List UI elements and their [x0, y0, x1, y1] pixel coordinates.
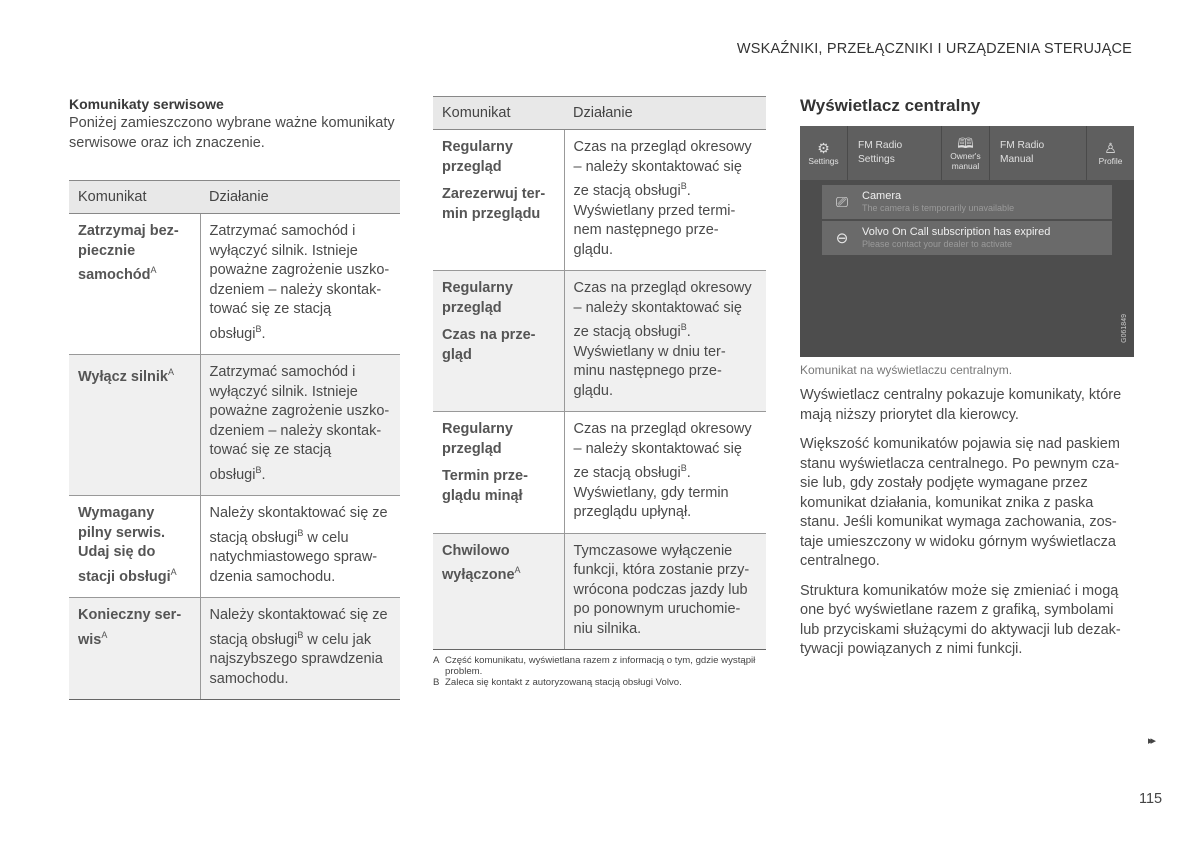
service-messages-table [69, 180, 400, 700]
action-cell: Zatrzymać samochód i wyłączyć silnik. Istnieje poważne zagrożenie uszko- dzeniem – należy skontak- tować się ze stacją obsługi$^B$. [200, 355, 400, 496]
paragraph: Większość komunikatów pojawia się nad paskiem stanu wyświetlacza centralnego. Po pewnym cza- sie lub, gdy zostały podjęte wymagane przez komunikat działania, komunikat znika z paska stanu. Jeśli komunikat wymaga zachowania, zos- taje umieszczony w widoku górnym wyświetlacza centralnego. [800, 436, 1120, 569]
message-cell: Regularny przegląd Czas na prze- gląd [433, 271, 564, 412]
gear-icon: ⚙ [817, 140, 830, 156]
column-service-messages [69, 96, 400, 700]
book-icon: 🕮 [957, 135, 974, 151]
table-row [433, 130, 766, 271]
table-row [69, 496, 400, 598]
action-cell: Należy skontaktować się ze stacją obsługi$^B$ w celu natychmiastowego spraw- dzenia samochodu. [200, 496, 400, 598]
table-row [69, 214, 400, 355]
footnote-b: B Zaleca się kontakt z autoryzowaną stacją obsługi Volvo. [433, 677, 682, 688]
header-message: Komunikat [69, 181, 200, 214]
image-caption: Komunikat na wyświetlaczu centralnym. [800, 363, 1013, 377]
section-title: Komunikaty serwisowe [69, 96, 224, 112]
message-cell: Wymagany pilny serwis. Udaj się do stacji obsługi$^A$ [69, 496, 200, 598]
camera-notification[interactable]: ⎚ Camera The camera is temporarily unavailable [822, 185, 1112, 219]
page-number: 115 [1139, 791, 1163, 807]
table-header-row [433, 97, 766, 130]
message-cell: Regularny przegląd Zarezerwuj ter- min przeglądu [433, 130, 564, 271]
table-row [433, 533, 766, 650]
fm-radio-manual-tab[interactable]: FM Radio Manual [1000, 140, 1045, 165]
table-row [433, 271, 766, 412]
continue-arrows-icon: ▸▸ [1148, 735, 1154, 747]
action-cell: Czas na przegląd okresowy – należy skontaktować się ze stacją obsługi$^B$. Wyświetlany przed termi- nem następnego prze- glądu. [564, 130, 766, 271]
center-display-image [800, 126, 1134, 357]
volvo-on-call-notification[interactable]: ⊖ Volvo On Call subscription has expired Please contact your dealer to activate [822, 221, 1112, 255]
column-periodic-service [433, 96, 766, 689]
intro-text: Poniżej zamieszczono wybrane ważne komunikaty serwisowe oraz ich znaczenie. [69, 115, 395, 151]
footnote-a: A Część komunikatu, wyświetlana razem z informacją o tym, gdzie wystąpił problem. [433, 655, 756, 677]
message-cell: Chwilowo wyłączone$^A$ [433, 533, 564, 650]
header-action: Działanie [564, 97, 766, 130]
message-cell: Wyłącz silnik$^A$ [69, 355, 200, 496]
action-cell: Należy skontaktować się ze stacją obsługi$^B$ w celu jak najszybszego sprawdzenia samochodu. [200, 598, 400, 700]
display-top-bar [800, 126, 1134, 180]
page-header: WSKAŹNIKI, PRZEŁĄCZNIKI I URZĄDZENIA STERUJĄCE [736, 41, 1132, 57]
section-title: Wyświetlacz centralny [800, 96, 981, 115]
camera-icon: ⎚ [835, 193, 848, 211]
message-cell: Regularny przegląd Termin prze- glądu minął [433, 412, 564, 534]
action-cell: Czas na przegląd okresowy – należy skontaktować się ze stacją obsługi$^B$. Wyświetlany w dniu ter- minu następnego prze- glądu. [564, 271, 766, 412]
table-row [69, 355, 400, 496]
table-header-row [69, 181, 400, 214]
fm-radio-settings-tab[interactable]: FM Radio Settings [848, 126, 942, 180]
message-cell: Konieczny ser- wis$^A$ [69, 598, 200, 700]
table-row [69, 598, 400, 700]
volvo-icon: ⊖ [835, 230, 849, 247]
profile-tab[interactable]: ♙ Profile [1086, 126, 1134, 180]
settings-tab[interactable]: ⚙ Settings [800, 126, 848, 180]
owners-manual-tab[interactable]: 🕮 Owner's manual [942, 126, 990, 180]
action-cell: Zatrzymać samochód i wyłączyć silnik. Istnieje poważne zagrożenie uszko- dzeniem – należy skontak- tować się ze stacją obsługi$^B$. [200, 214, 400, 355]
action-cell: Tymczasowe wyłączenie funkcji, która zostanie przy- wrócona podczas jazdy lub po ponownym uruchomie- niu silnika. [564, 533, 766, 650]
periodic-service-table [433, 96, 766, 650]
image-code: G061849 [1121, 314, 1128, 343]
column-center-display [800, 96, 1134, 660]
header-action: Działanie [200, 181, 400, 214]
paragraph: Struktura komunikatów może się zmieniać i mogą one być wyświetlane razem z grafiką, symbolami lub przyciskami służącymi do aktywacji lub dezak- tywacji powiązanych z nimi funkcji. [800, 582, 1121, 657]
paragraph: Wyświetlacz centralny pokazuje komunikaty, które mają niższy priorytet dla kierowcy. [800, 387, 1122, 423]
message-cell: Zatrzymaj bez- piecznie samochód$^A$ [69, 214, 200, 355]
header-message: Komunikat [433, 97, 564, 130]
table-row [433, 412, 766, 534]
person-icon: ♙ [1104, 140, 1117, 156]
action-cell: Czas na przegląd okresowy – należy skontaktować się ze stacją obsługi$^B$. Wyświetlany, gdy termin przeglądu upłynął. [564, 412, 766, 534]
